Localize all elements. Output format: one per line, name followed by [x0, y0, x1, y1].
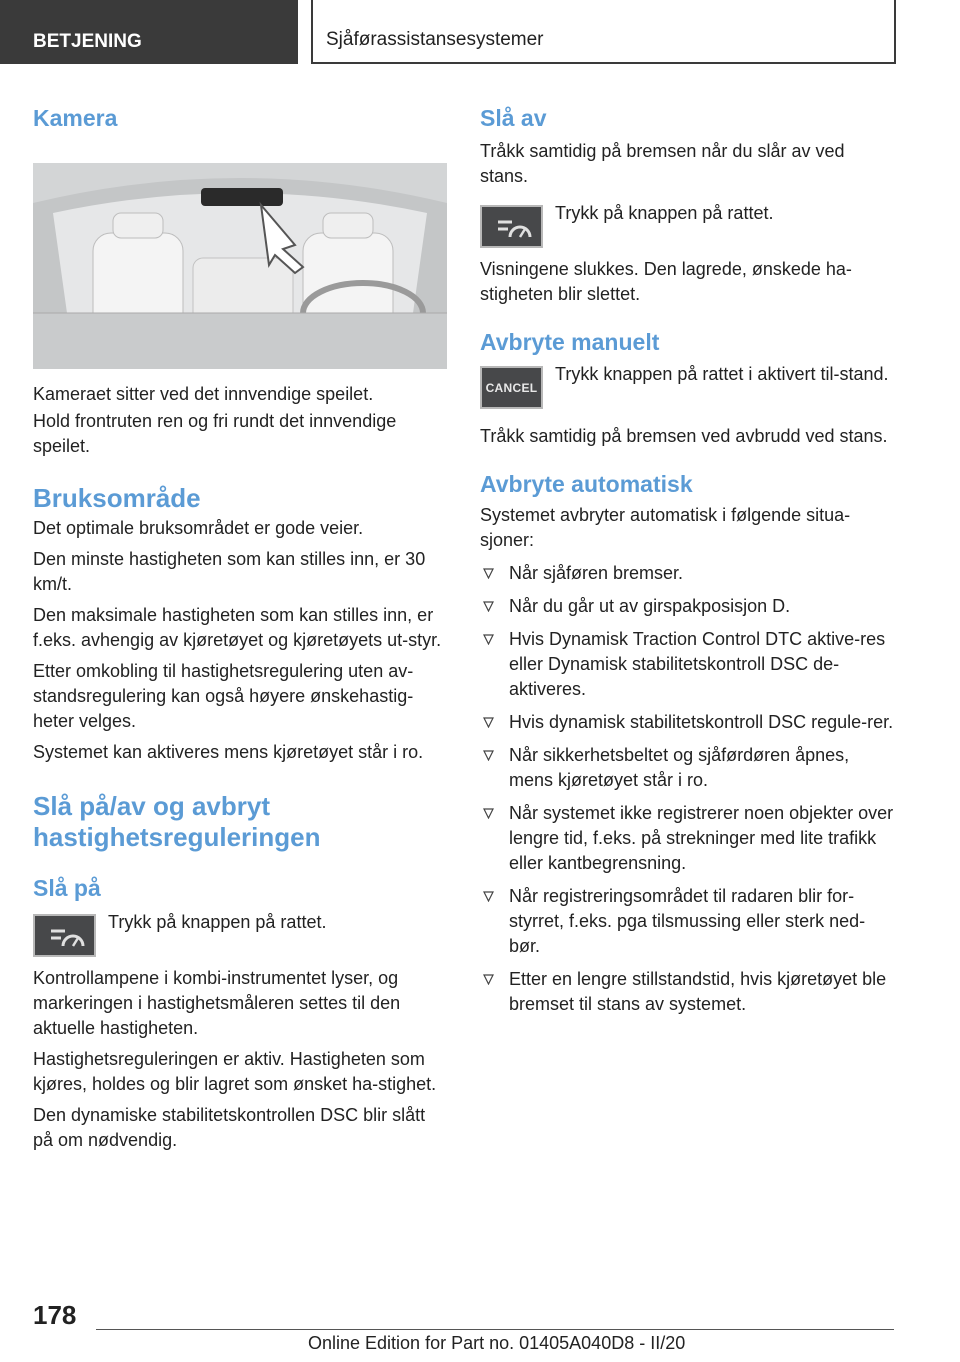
- triangle-bullet-icon: [483, 891, 494, 902]
- cruise-control-button-icon: [480, 205, 543, 248]
- triangle-bullet-icon: [483, 601, 494, 612]
- cancel-button-label: CANCEL: [485, 380, 538, 395]
- speedometer-icon: [45, 924, 85, 948]
- bruk-paragraph-2: Den minste hastigheten som kan stilles inn, er 30 km/t.: [33, 549, 426, 594]
- list-item-text: Når systemet ikke registrerer noen objekter over lengre tid, f.eks. på strekninger med lite trafikk eller kantbegrensning.: [509, 803, 894, 873]
- slaa-av-og-avbryt-heading: Slå på/av og avbryt hastighetsreguleringen: [33, 791, 321, 852]
- kamera-heading: Kamera: [33, 105, 118, 131]
- cruise-control-button-icon: [33, 914, 96, 957]
- kamera-paragraph-2: Hold frontruten ren og fri rundt det innvendige speilet.: [33, 411, 397, 456]
- kamera-paragraph-1: Kameraet sitter ved det innvendige speilet.: [33, 384, 374, 404]
- bruksomrade-heading: Bruksområde: [33, 483, 201, 513]
- camera-illustration: [33, 163, 447, 369]
- footer-edition: Online Edition for Part no. 01405A040D8 - II/20: [308, 1333, 686, 1353]
- list-item-text: Hvis Dynamisk Traction Control DTC aktive-res eller Dynamisk stabilitetskontroll DSC de-aktiveres.: [509, 629, 886, 699]
- avbryte-automatisk-heading: Avbryte automatisk: [480, 471, 693, 497]
- slaa-paa-paragraph-1: Kontrollampene i kombi-instrumentet lyser, og markeringen i hastighetsmåleren settes til den aktuelle hastigheten.: [33, 968, 401, 1038]
- slaa-paa-paragraph-3: Den dynamiske stabilitetskontrollen DSC blir slått på om nødvendig.: [33, 1105, 426, 1150]
- triangle-bullet-icon: [483, 634, 494, 645]
- header-chapter: [311, 0, 896, 64]
- slaa-av-heading: Slå av: [480, 105, 547, 131]
- list-item-text: Hvis dynamisk stabilitetskontroll DSC regule-rer.: [509, 712, 894, 732]
- triangle-bullet-icon: [483, 750, 494, 761]
- header-chapter-label: Sjåførassistansesystemer: [326, 29, 544, 50]
- left-column: [33, 100, 449, 1153]
- list-item: [480, 561, 896, 586]
- triangle-bullet-icon: [483, 717, 494, 728]
- avbryte-manuelt-icon-row: [480, 362, 896, 414]
- slaa-paa-paragraph-2: Hastighetsreguleringen er aktiv. Hastigheten som kjøres, holdes og blir lagret som ønsket ha-stighet.: [33, 1049, 437, 1094]
- slaa-paa-icon-row: [33, 910, 449, 962]
- slaa-av-paragraph-2: Visningene slukkes. Den lagrede, ønskede ha-stigheten blir slettet.: [480, 259, 852, 304]
- list-item-text: Etter en lengre stillstandstid, hvis kjøretøyet ble bremset til stans av systemet.: [509, 969, 887, 1014]
- list-item: [480, 801, 896, 876]
- list-item: [480, 967, 896, 1017]
- bruk-paragraph-1: Det optimale bruksområdet er gode veier.: [33, 518, 364, 538]
- triangle-bullet-icon: [483, 808, 494, 819]
- list-item-text: Når sjåføren bremser.: [509, 563, 684, 583]
- list-item: [480, 743, 896, 793]
- avbryte-automatisk-list: [480, 561, 896, 1017]
- slaa-av-paragraph-1: Tråkk samtidig på bremsen når du slår av ved stans.: [480, 141, 845, 186]
- avbryte-manuelt-instruction: Trykk knappen på rattet i aktivert til-stand.: [555, 364, 889, 384]
- triangle-bullet-icon: [483, 568, 494, 579]
- right-column: [480, 100, 896, 1025]
- camera-interior-photo: [33, 163, 447, 369]
- page-number: 178: [33, 1300, 77, 1330]
- list-item-text: Når sikkerhetsbeltet og sjåførdøren åpnes, mens kjøretøyet står i ro.: [509, 745, 850, 790]
- footer-divider: [96, 1329, 894, 1330]
- list-item: [480, 884, 896, 959]
- list-item: [480, 710, 896, 735]
- bruk-paragraph-3: Den maksimale hastigheten som kan stilles inn, er f.eks. avhengig av kjøretøyet og kjøretøyets ut-styr.: [33, 605, 442, 650]
- list-item: [480, 627, 896, 702]
- slaa-paa-instruction: Trykk på knappen på rattet.: [108, 912, 327, 932]
- slaa-av-icon-row: [480, 201, 896, 253]
- bruk-paragraph-4: Etter omkobling til hastighetsregulering uten av-standsregulering kan også høyere ønskehastig-heter velges.: [33, 661, 414, 731]
- list-item-text: Når du går ut av girspakposisjon D.: [509, 596, 791, 616]
- speedometer-icon: [492, 215, 532, 239]
- triangle-bullet-icon: [483, 974, 494, 985]
- list-item: [480, 594, 896, 619]
- avbryte-manuelt-heading: Avbryte manuelt: [480, 329, 660, 355]
- avbryte-manuelt-paragraph-1: Tråkk samtidig på bremsen ved avbrudd ved stans.: [480, 426, 888, 446]
- cancel-button-icon: [480, 366, 543, 409]
- slaa-paa-heading: Slå på: [33, 875, 101, 901]
- slaa-av-instruction: Trykk på knappen på rattet.: [555, 203, 774, 223]
- list-item-text: Når registreringsområdet til radaren blir for-styrret, f.eks. pga tilsmussing eller sterk ned-bør.: [509, 886, 866, 956]
- bruk-paragraph-5: Systemet kan aktiveres mens kjøretøyet står i ro.: [33, 742, 424, 762]
- avbryte-automatisk-paragraph-1: Systemet avbryter automatisk i følgende situa-sjoner:: [480, 505, 851, 550]
- header-section-label: BETJENING: [33, 31, 142, 52]
- header-section: [0, 0, 298, 64]
